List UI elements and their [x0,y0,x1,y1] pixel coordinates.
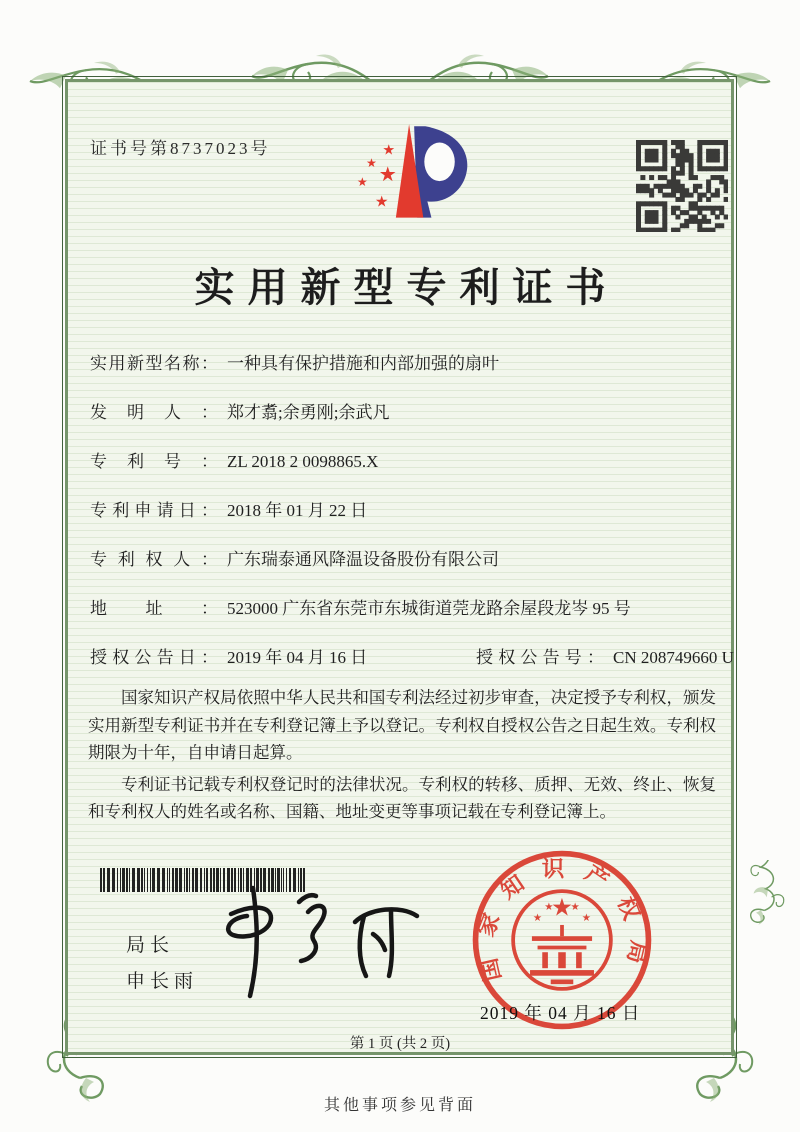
field-row [90,644,734,672]
field-label: 授权公告日： [90,648,218,667]
signer-name: 申长雨 [126,971,199,992]
certificate-fields [90,350,734,693]
certificate-number: 证书号第8737023号 [90,139,271,158]
paragraph: 国家知识产权局依照中华人民共和国专利法经过初步审查，决定授予专利权，颁发实用新型专利证书并在专利登记簿上予以登记。专利权自授权公告之日起生效。专利权期限为十年，自申请日起算。 [88,688,716,762]
field-label: 发明人： [90,403,218,422]
field-value: 一种具有保护措施和内部加强的扇叶 [227,354,499,373]
field-label: 实用新型名称： [90,354,218,373]
field-value: 郑才翥;余勇刚;余武凡 [227,403,390,422]
svg-text:★: ★ [374,192,389,211]
signature-icon [205,882,445,1000]
back-note: 其他事项参见背面 [323,1097,476,1114]
field-label: 专利权人： [90,550,218,569]
paragraph: 专利证书记载专利权登记时的法律状况。专利权的转移、质押、无效、终止、恢复和专利权人的姓名或名称、国籍、地址变更等事项记载在专利登记簿上。 [88,774,716,821]
svg-text:★: ★ [378,162,397,187]
svg-text:★: ★ [356,175,368,190]
svg-text:★: ★ [366,155,377,170]
cnipa-logo-icon [338,116,470,236]
field-row [90,399,715,427]
field-value: 2019 年 04 月 16 日 [227,648,368,667]
page-indicator: 第 1 页 (共 2 页) [349,1036,451,1052]
field-row [90,546,715,574]
field-row [90,497,715,525]
field-value: CN 208749660 U [613,648,734,667]
field-row [90,448,715,476]
field-label: 专利申请日： [90,501,218,520]
seal-date: 2019 年 04 月 16 日 [480,1003,641,1023]
qr-code [636,140,728,232]
field-label: 专利号： [90,452,218,471]
field-value: 广东瑞泰通风降温设备股份有限公司 [227,550,499,569]
svg-text:★: ★ [581,912,592,925]
svg-text:★: ★ [551,892,573,922]
svg-text:★: ★ [382,142,396,159]
svg-text:★: ★ [544,900,554,913]
field-value: ZL 2018 2 0098865.X [227,452,379,471]
legal-paragraphs [88,684,716,830]
signer-title: 局长 [126,935,175,956]
national-emblem-icon [513,891,611,989]
seal-text: 国家知识产权局 [472,856,652,984]
field-row [90,350,715,378]
field-value: 523000 广东省东莞市东城街道莞龙路余屋段龙岑 95 号 [227,599,631,618]
field-value: 2018 年 01 月 22 日 [227,501,368,520]
svg-text:★: ★ [532,912,543,925]
border-ornament-right-side [728,860,798,950]
field-label: 地址： [90,599,218,618]
svg-text:★: ★ [570,900,580,913]
field-label: 授权公告号： [476,648,604,667]
field-row [90,595,715,623]
certificate-title: 实用新型专利证书 [194,265,619,310]
